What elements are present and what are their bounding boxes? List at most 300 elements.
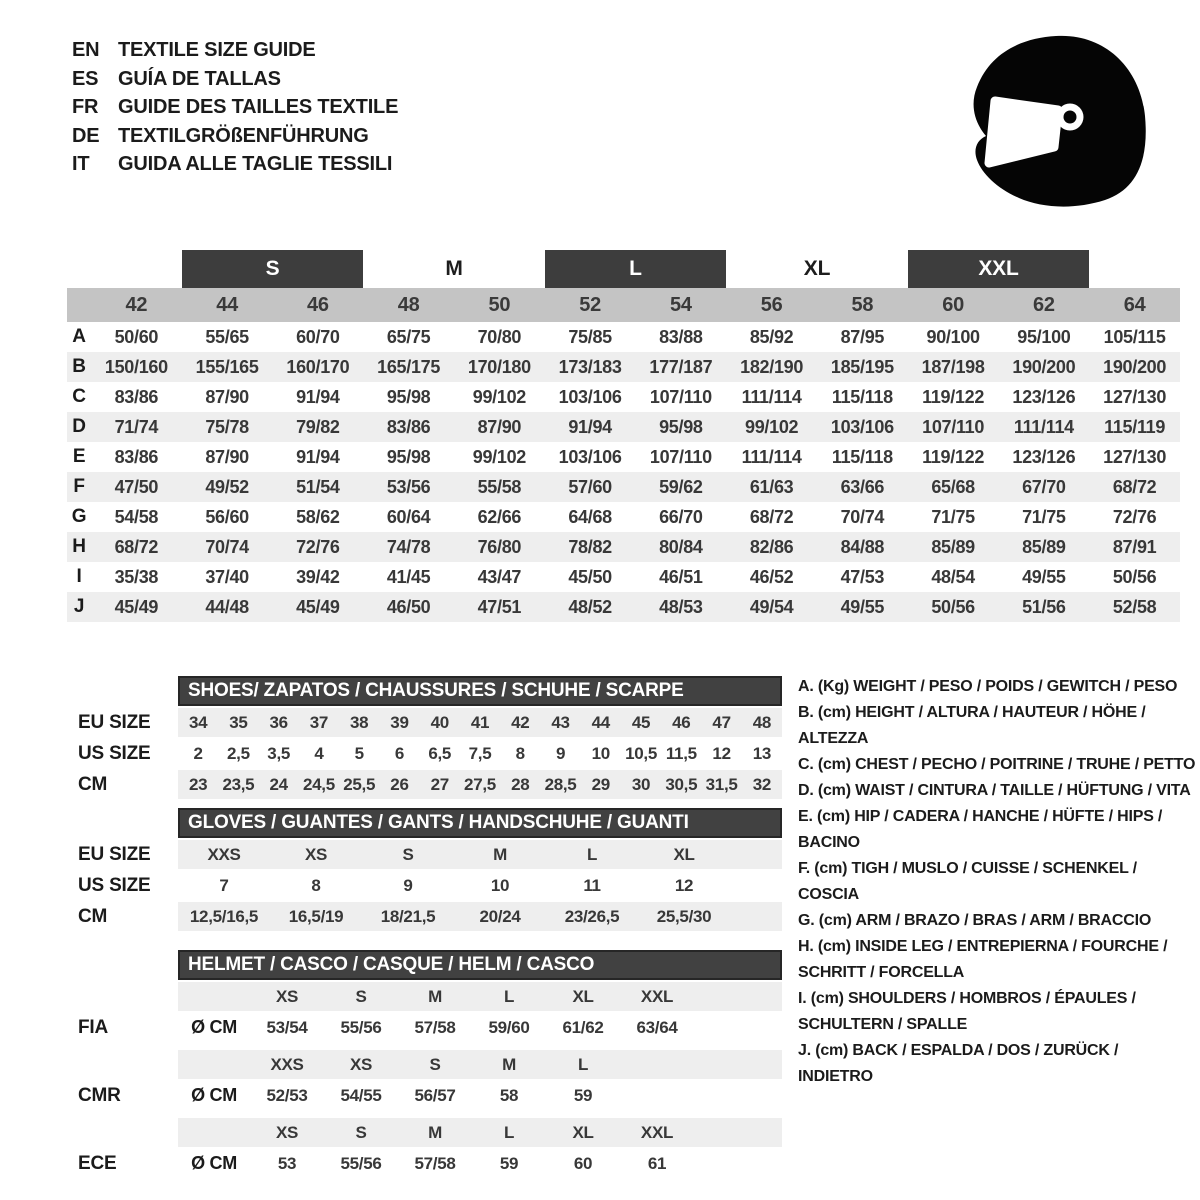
size-band-row <box>67 250 1180 288</box>
table-cell: 23/26,5 <box>564 906 620 926</box>
size-number-cell: 48 <box>397 293 420 316</box>
table-cell: L <box>503 1122 515 1142</box>
size-value-cell: 50/56 <box>1112 566 1157 587</box>
size-number-cell: 42 <box>125 293 148 316</box>
table-cell: 42 <box>511 712 530 732</box>
legend-item: E. (cm) HIP / CADERA / HANCHE / HÜFTE / HIPS / BACINO <box>798 808 1163 851</box>
row-side-label: FIA <box>78 1016 109 1038</box>
size-value-cell: 103/106 <box>558 386 622 407</box>
size-value-cell: 72/76 <box>296 536 340 557</box>
size-number-cell: 46 <box>307 293 329 316</box>
legend-item: D. (cm) WAIST / CINTURA / TAILLE / HÜFTUNG / VITA <box>798 782 1191 799</box>
row-side-label: CM <box>78 773 108 795</box>
table-cell: 55/56 <box>340 1017 382 1037</box>
size-value-cell: 70/80 <box>477 326 522 347</box>
table-cell: 28,5 <box>544 774 577 794</box>
language-row <box>72 122 398 151</box>
section-row <box>178 982 782 1011</box>
size-value-cell: 111/114 <box>741 386 802 407</box>
size-value-cell: 115/118 <box>831 446 893 467</box>
row-cells <box>178 902 738 931</box>
visor-pivot-inner <box>1064 111 1077 124</box>
size-value-cell: 55/58 <box>477 476 522 497</box>
language-row <box>72 150 398 179</box>
size-value-cell: 57/60 <box>568 476 612 497</box>
table-cell: 61 <box>647 1153 667 1173</box>
row-cells <box>178 1050 698 1079</box>
table-cell: 30 <box>631 774 651 794</box>
table-cell: 13 <box>752 743 771 763</box>
section-side-spacer <box>78 676 178 706</box>
table-cell: 39 <box>390 712 409 732</box>
table-cell: 28 <box>511 774 530 794</box>
table-cell: L <box>503 986 515 1006</box>
size-value-cell: 55/65 <box>205 326 249 347</box>
language-row <box>72 65 398 94</box>
table-cell: 10 <box>490 875 510 895</box>
table-cell: 25,5/30 <box>656 906 712 926</box>
size-value-cell: 60/70 <box>296 326 340 347</box>
table-cell: 60 <box>573 1153 593 1173</box>
table-cell: 30,5 <box>665 774 698 794</box>
table-cell: 6,5 <box>428 743 452 763</box>
row-side-label: US SIZE <box>78 874 151 896</box>
row-side-label <box>78 1050 178 1079</box>
size-value-cell: 35/38 <box>114 566 159 587</box>
size-value-cell: 115/118 <box>831 386 893 407</box>
size-value-cell: 165/175 <box>377 356 441 377</box>
size-value-cell: 74/78 <box>386 536 431 557</box>
table-cell: 58 <box>499 1085 519 1105</box>
size-number-cell: 50 <box>488 293 511 316</box>
table-cell: Ø CM <box>191 1085 237 1105</box>
table-cell: 43 <box>551 712 570 732</box>
size-value-cell: 105/115 <box>1103 326 1166 347</box>
corner-cell <box>67 288 91 322</box>
table-cell: 20/24 <box>479 906 521 926</box>
measurement-row <box>67 352 1180 382</box>
size-value-cell: 182/190 <box>740 356 804 377</box>
size-value-cell: 54/58 <box>114 506 159 527</box>
size-value-cell: 111/114 <box>741 446 802 467</box>
shoes-size-table <box>78 676 782 799</box>
size-value-cell: 103/106 <box>558 446 622 467</box>
size-band-xl: XL <box>803 257 831 280</box>
table-cell: 8 <box>515 743 525 763</box>
size-value-cell: 83/86 <box>114 386 159 407</box>
size-value-cell: 91/94 <box>296 446 340 467</box>
size-band-l: L <box>545 250 727 288</box>
row-cells <box>178 982 698 1011</box>
table-cell: 53 <box>277 1153 297 1173</box>
row-gap <box>78 1112 782 1116</box>
row-cells <box>178 840 738 869</box>
section-row <box>178 770 782 799</box>
section-row <box>178 708 782 737</box>
size-value-cell: 87/90 <box>205 386 249 407</box>
row-side-label: CMR <box>78 1084 121 1106</box>
table-cell: M <box>428 986 442 1006</box>
measurement-row <box>67 532 1180 562</box>
size-value-cell: 72/76 <box>1112 506 1157 527</box>
table-cell: XS <box>275 986 299 1006</box>
guide-title: GUÍA DE TALLAS <box>118 67 281 90</box>
table-cell: 32 <box>752 774 771 794</box>
language-code: FR <box>72 96 99 118</box>
size-value-cell: 64/68 <box>568 506 612 527</box>
table-cell: S <box>402 844 414 864</box>
size-value-cell: 123/126 <box>1012 446 1076 467</box>
table-cell: XXL <box>640 1122 674 1142</box>
measurement-row-label: F <box>73 476 85 497</box>
measurement-row-label: G <box>71 506 87 527</box>
size-value-cell: 85/89 <box>931 536 975 557</box>
size-value-cell: 60/64 <box>386 506 431 527</box>
table-cell: XL <box>572 986 594 1006</box>
size-value-cell: 37/40 <box>205 566 249 587</box>
size-value-cell: 78/82 <box>568 536 612 557</box>
table-cell: 4 <box>314 743 324 763</box>
language-row <box>72 93 398 122</box>
size-value-cell: 95/98 <box>386 386 431 407</box>
table-cell: 26 <box>390 774 409 794</box>
size-value-cell: 45/49 <box>296 596 340 617</box>
size-value-cell: 71/74 <box>114 416 159 437</box>
measurement-row <box>67 322 1180 352</box>
size-value-cell: 48/54 <box>931 566 975 587</box>
size-value-cell: 49/55 <box>1022 566 1066 587</box>
size-value-cell: 187/198 <box>921 356 985 377</box>
size-value-cell: 103/106 <box>830 416 894 437</box>
helmet-size-table <box>78 950 782 1178</box>
table-cell: XS <box>275 1122 299 1142</box>
table-cell: 12 <box>712 743 731 763</box>
guide-title: TEXTILE SIZE GUIDE <box>118 39 316 61</box>
helmet-title-bar: HELMET / CASCO / CASQUE / HELM / CASCO <box>178 950 782 980</box>
table-cell: 59 <box>573 1085 593 1105</box>
language-code: ES <box>72 67 99 90</box>
size-value-cell: 80/84 <box>659 536 703 557</box>
size-value-cell: 65/75 <box>386 326 431 347</box>
row-side-label: US SIZE <box>78 742 151 764</box>
size-value-cell: 107/110 <box>922 416 985 437</box>
size-value-cell: 43/47 <box>477 566 522 587</box>
row-side-label: CM <box>78 905 108 927</box>
row-cells <box>178 1013 698 1042</box>
size-value-cell: 71/75 <box>931 506 975 527</box>
size-value-cell: 50/60 <box>114 326 159 347</box>
size-value-cell: 70/74 <box>205 536 249 557</box>
table-cell: XL <box>673 844 695 864</box>
size-value-cell: 160/170 <box>286 356 350 377</box>
measurement-row-label: C <box>72 386 86 407</box>
section-row <box>178 1013 782 1042</box>
table-cell: Ø CM <box>191 1017 237 1037</box>
size-value-cell: 84/88 <box>840 536 885 557</box>
table-cell: XXL <box>640 986 674 1006</box>
size-value-cell: 46/51 <box>659 566 703 587</box>
size-value-cell: 53/56 <box>386 476 431 497</box>
table-cell: 7,5 <box>468 743 492 763</box>
size-value-cell: 115/119 <box>1104 416 1166 437</box>
table-cell: 24 <box>269 774 288 794</box>
size-value-cell: 51/54 <box>296 476 340 497</box>
measurement-row-label: I <box>76 566 82 587</box>
table-cell: XS <box>349 1054 373 1074</box>
table-cell: 48 <box>752 712 771 732</box>
size-value-cell: 46/50 <box>386 596 431 617</box>
measurement-row-label: E <box>72 446 86 467</box>
size-value-cell: 87/90 <box>205 446 249 467</box>
section-side-spacer <box>78 950 178 980</box>
size-value-cell: 95/100 <box>1017 326 1071 347</box>
legend-item: G. (cm) ARM / BRAZO / BRAS / ARM / BRACCIO <box>798 912 1152 929</box>
size-band-s: S <box>182 250 364 288</box>
gloves-size-table <box>78 808 782 931</box>
size-value-cell: 91/94 <box>568 416 612 437</box>
size-value-cell: 111/114 <box>1013 416 1074 437</box>
table-cell: 41 <box>470 712 490 732</box>
size-number-cell: 60 <box>942 293 964 316</box>
section-row <box>178 840 782 869</box>
table-cell: 3,5 <box>267 743 291 763</box>
table-cell: 34 <box>188 712 208 732</box>
size-value-cell: 82/86 <box>749 536 794 557</box>
size-value-cell: 127/130 <box>1103 386 1167 407</box>
table-cell: L <box>577 1054 589 1074</box>
size-value-cell: 47/50 <box>114 476 159 497</box>
row-side-label <box>78 1118 178 1147</box>
size-value-cell: 47/51 <box>477 596 522 617</box>
row-cells <box>178 1081 698 1110</box>
row-gap <box>78 1044 782 1048</box>
size-value-cell: 95/98 <box>659 416 703 437</box>
table-cell: S <box>355 1122 367 1142</box>
size-value-cell: 170/180 <box>467 356 531 377</box>
table-cell: 46 <box>672 712 691 732</box>
size-value-cell: 85/92 <box>749 326 794 347</box>
size-number-cell: 62 <box>1033 293 1055 316</box>
legend-item: I. (cm) SHOULDERS / HOMBROS / ÉPAULES / SCHULTERN / SPALLE <box>798 990 1136 1033</box>
size-band-m: M <box>445 257 463 280</box>
table-cell: M <box>428 1122 442 1142</box>
measurement-row <box>67 562 1180 592</box>
table-cell: Ø CM <box>191 1153 237 1173</box>
size-value-cell: 87/91 <box>1112 536 1157 557</box>
table-cell: S <box>429 1054 441 1074</box>
measurement-row-label: H <box>72 536 86 557</box>
size-value-cell: 49/54 <box>749 596 794 617</box>
table-cell: 36 <box>269 712 288 732</box>
size-number-cell: 58 <box>851 293 874 316</box>
legend-item: J. (cm) BACK / ESPALDA / DOS / ZURÜCK / INDIETRO <box>798 1042 1119 1085</box>
measurement-legend <box>798 674 1196 1090</box>
guide-title: GUIDE DES TAILLES TEXTILE <box>118 96 399 118</box>
size-value-cell: 68/72 <box>749 506 794 527</box>
table-cell: L <box>586 844 598 864</box>
table-cell: 55/56 <box>340 1153 382 1173</box>
measurement-row-label: B <box>72 356 86 377</box>
measurement-row-label: J <box>73 596 85 617</box>
size-value-cell: 68/72 <box>1112 476 1157 497</box>
apparel-size-table <box>67 250 1180 622</box>
table-cell: 12,5/16,5 <box>189 906 259 926</box>
guide-title: GUIDA ALLE TAGLIE TESSILI <box>118 153 393 175</box>
size-number-cell: 44 <box>216 293 238 316</box>
size-value-cell: 61/63 <box>749 476 794 497</box>
row-cells <box>178 708 782 737</box>
table-cell: 45 <box>631 712 651 732</box>
measurement-row <box>67 502 1180 532</box>
language-title-list <box>72 36 398 179</box>
measurement-row-label: A <box>72 326 86 347</box>
table-cell: 38 <box>350 712 369 732</box>
table-cell: 54/55 <box>340 1085 382 1105</box>
table-cell: 40 <box>430 712 449 732</box>
table-cell: 7 <box>219 875 229 895</box>
table-cell: 2,5 <box>227 743 250 763</box>
size-value-cell: 85/89 <box>1022 536 1066 557</box>
section-row <box>178 1118 782 1147</box>
size-number-cell: 64 <box>1123 293 1146 316</box>
table-cell: 63/64 <box>636 1017 678 1037</box>
size-value-cell: 99/102 <box>472 386 526 407</box>
row-cells <box>178 739 782 768</box>
size-value-cell: 127/130 <box>1103 446 1167 467</box>
legend-item: A. (Kg) WEIGHT / PESO / POIDS / GEWITCH / PESO <box>798 678 1178 695</box>
row-cells <box>178 770 782 799</box>
table-cell: 27,5 <box>464 774 496 794</box>
size-value-cell: 87/90 <box>477 416 522 437</box>
size-value-cell: 119/122 <box>922 386 985 407</box>
table-cell: 23,5 <box>222 774 255 794</box>
size-number-row <box>67 288 1180 322</box>
table-cell: 8 <box>311 875 321 895</box>
row-side-label: EU SIZE <box>78 711 151 733</box>
language-row <box>72 36 398 65</box>
table-cell: 24,5 <box>302 774 335 794</box>
table-cell: 57/58 <box>414 1017 456 1037</box>
measurement-row <box>67 472 1180 502</box>
helmet-icon <box>953 30 1158 210</box>
size-value-cell: 67/70 <box>1022 476 1066 497</box>
size-value-cell: 99/102 <box>744 416 799 437</box>
measurement-row <box>67 412 1180 442</box>
guide-title: TEXTILGRÖßENFÜHRUNG <box>118 124 369 147</box>
section-row <box>178 1050 782 1079</box>
table-cell: XXS <box>270 1054 304 1074</box>
size-value-cell: 44/48 <box>205 596 249 617</box>
size-value-cell: 46/52 <box>749 566 794 587</box>
section-row <box>178 871 782 900</box>
table-cell: S <box>355 986 367 1006</box>
table-cell: 27 <box>430 774 449 794</box>
size-value-cell: 107/110 <box>649 446 712 467</box>
size-value-cell: 95/98 <box>386 446 431 467</box>
size-value-cell: 99/102 <box>472 446 526 467</box>
table-cell: 61/62 <box>562 1017 604 1037</box>
table-cell: 44 <box>591 712 610 732</box>
size-value-cell: 155/165 <box>195 356 259 377</box>
table-cell: 2 <box>193 743 203 763</box>
size-value-cell: 49/52 <box>205 476 249 497</box>
size-value-cell: 50/56 <box>931 596 975 617</box>
table-cell: 11 <box>583 875 601 895</box>
size-value-cell: 83/86 <box>114 446 159 467</box>
size-value-cell: 119/122 <box>922 446 985 467</box>
size-value-cell: 39/42 <box>296 566 340 587</box>
table-cell: 47 <box>712 712 731 732</box>
table-cell: 52/53 <box>266 1085 308 1105</box>
measurement-row-label: D <box>72 416 86 437</box>
size-value-cell: 45/50 <box>568 566 612 587</box>
size-value-cell: 76/80 <box>477 536 522 557</box>
size-value-cell: 173/183 <box>558 356 622 377</box>
size-value-cell: 107/110 <box>649 386 712 407</box>
size-value-cell: 56/60 <box>205 506 249 527</box>
size-value-cell: 48/52 <box>568 596 612 617</box>
table-cell: 31,5 <box>705 774 738 794</box>
table-cell: 25,5 <box>343 774 376 794</box>
table-cell: 29 <box>591 774 610 794</box>
size-value-cell: 83/86 <box>386 416 431 437</box>
language-code: EN <box>72 39 100 61</box>
row-side-label: EU SIZE <box>78 843 151 865</box>
legend-item: H. (cm) INSIDE LEG / ENTREPIERNA / FOURCHE / SCHRITT / FORCELLA <box>798 938 1168 981</box>
size-value-cell: 62/66 <box>477 506 522 527</box>
size-value-cell: 185/195 <box>830 356 894 377</box>
section-row <box>178 902 782 931</box>
size-band-xxl: XXL <box>908 250 1090 288</box>
table-cell: 35 <box>229 712 248 732</box>
table-cell: 53/54 <box>266 1017 308 1037</box>
size-value-cell: 79/82 <box>296 416 340 437</box>
size-number-cell: 56 <box>760 293 783 316</box>
size-value-cell: 75/78 <box>205 416 249 437</box>
table-cell: 5 <box>354 743 364 763</box>
size-value-cell: 190/200 <box>1103 356 1167 377</box>
size-number-cell: 54 <box>670 293 692 316</box>
table-cell: 57/58 <box>414 1153 456 1173</box>
size-value-cell: 83/88 <box>659 326 703 347</box>
size-value-cell: 91/94 <box>296 386 340 407</box>
table-cell: 11,5 <box>665 743 697 763</box>
size-value-cell: 52/58 <box>1112 596 1157 617</box>
size-value-cell: 66/70 <box>659 506 703 527</box>
size-value-cell: 71/75 <box>1022 506 1066 527</box>
language-code: IT <box>72 153 90 175</box>
size-value-cell: 190/200 <box>1012 356 1076 377</box>
measurement-row <box>67 382 1180 412</box>
table-cell: 37 <box>309 712 329 732</box>
size-value-cell: 75/85 <box>568 326 612 347</box>
gloves-title-bar: GLOVES / GUANTES / GANTS / HANDSCHUHE / GUANTI <box>178 808 782 838</box>
size-value-cell: 58/62 <box>296 506 340 527</box>
size-value-cell: 177/187 <box>649 356 713 377</box>
table-cell: XS <box>304 844 328 864</box>
measurement-row <box>67 442 1180 472</box>
section-side-spacer <box>78 808 178 838</box>
row-cells <box>178 871 738 900</box>
size-value-cell: 70/74 <box>840 506 885 527</box>
size-number-cell: 52 <box>579 293 601 316</box>
table-cell: M <box>493 844 507 864</box>
size-value-cell: 48/53 <box>659 596 703 617</box>
table-cell: 56/57 <box>414 1085 456 1105</box>
row-side-label: ECE <box>78 1152 117 1174</box>
table-cell: 12 <box>674 875 694 895</box>
legend-item: B. (cm) HEIGHT / ALTURA / HAUTEUR / HÖHE / ALTEZZA <box>798 704 1146 747</box>
